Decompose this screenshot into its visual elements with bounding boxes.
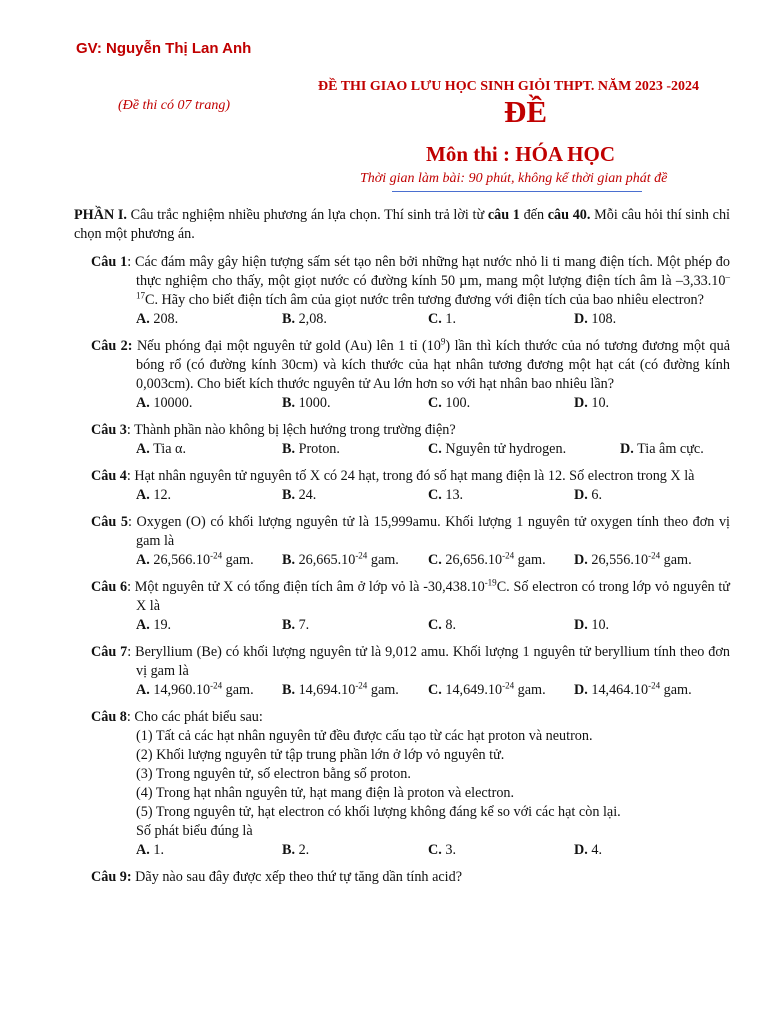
option-text: 26,656.10: [441, 552, 503, 568]
question-text: [74, 513, 730, 551]
part-text: Câu trắc nghiệm nhiều phương án lựa chọn. Thí sinh trả lời từ: [126, 207, 488, 223]
exponent: -24: [502, 680, 515, 691]
answer-option[interactable]: [428, 394, 574, 413]
option-text: 19.: [149, 617, 172, 633]
option-letter: C.: [428, 682, 442, 698]
answer-option[interactable]: [282, 486, 428, 505]
option-letter: D.: [574, 395, 588, 411]
option-letter: C.: [428, 487, 442, 503]
option-text: 7.: [295, 617, 310, 633]
option-letter: B.: [282, 617, 296, 633]
question: [74, 868, 730, 887]
answer-option[interactable]: [282, 841, 428, 860]
answer-option[interactable]: [136, 681, 282, 700]
answer-option[interactable]: [136, 841, 282, 860]
option-text: 2,08.: [295, 311, 327, 327]
option-letter: B.: [282, 441, 296, 457]
option-letter: B.: [282, 842, 296, 858]
exponent: -24: [502, 550, 515, 561]
answer-option[interactable]: [574, 681, 692, 700]
option-text: 14,694.10: [295, 682, 356, 698]
answer-option[interactable]: [136, 486, 282, 505]
option-text: 108.: [587, 311, 617, 327]
question-text-part: : Hạt nhân nguyên tử nguyên tố X có 24 hạt, trong đó số hạt mang điện là 12. Số electron trong X là: [126, 468, 695, 484]
answer-option[interactable]: [282, 440, 428, 459]
question: [74, 253, 730, 329]
answer-option[interactable]: [282, 681, 428, 700]
question-text-part: : Các đám mây gây hiện tượng sấm sét tạo nên bởi những hạt nước nhỏ li ti mang điện tích. Một phép đo thực nghiệm cho thấy, một giọt nước có đường kính 50 µm, mang một lượng điện tích âm là –3,33.10: [127, 254, 730, 289]
question-text-part: Dãy nào sau đây được xếp theo thứ tự tăng dần tính acid?: [131, 869, 462, 885]
option-letter: A.: [136, 617, 150, 633]
option-text: 4.: [587, 842, 602, 858]
option-text: Tia α.: [149, 441, 187, 457]
option-text: Tia âm cực.: [633, 441, 704, 457]
option-text: 1.: [441, 311, 456, 327]
exponent: -19: [484, 577, 497, 588]
statement: (3) Trong nguyên tử, số electron bằng số proton.: [136, 766, 411, 782]
question-number: Câu 7: [91, 644, 128, 660]
option-letter: D.: [574, 842, 588, 858]
question-text-part: : Beryllium (Be) có khối lượng nguyên tử là 9,012 amu. Khối lượng 1 nguyên tử beryllium tính theo đơn vị gam là: [127, 644, 730, 679]
option-text: gam.: [660, 682, 692, 698]
question-text-part: C. Hãy cho biết điện tích âm của giọt nước trên tương đương với điện tích của bao nhiêu electron?: [145, 292, 704, 308]
question-number: Câu 2:: [91, 338, 133, 354]
exponent: -24: [210, 550, 223, 561]
option-text: 1.: [149, 842, 164, 858]
statement: (5) Trong nguyên tử, hạt electron có khối lượng không đáng kể so với các hạt còn lại.: [136, 804, 621, 820]
option-text: Nguyên tử hydrogen.: [441, 441, 567, 457]
answer-option[interactable]: [574, 616, 609, 635]
part-text: đến: [519, 207, 548, 223]
question: [74, 643, 730, 700]
exponent: -24: [355, 550, 368, 561]
exam-duration: Thời gian làm bài: 90 phút, không kể thời gian phát đề: [360, 171, 668, 186]
answer-option[interactable]: [282, 616, 428, 635]
option-letter: D.: [574, 487, 588, 503]
answer-options: [74, 616, 730, 635]
part-instructions: [74, 206, 730, 244]
option-letter: D.: [574, 311, 588, 327]
answer-option[interactable]: [282, 551, 428, 570]
option-text: gam.: [660, 552, 692, 568]
option-letter: C.: [428, 842, 442, 858]
question-text: [74, 708, 730, 727]
option-letter: B.: [282, 682, 296, 698]
question-number: Câu 8: [91, 709, 127, 725]
option-text: gam.: [514, 552, 546, 568]
answer-option[interactable]: [136, 440, 282, 459]
question-text-part: C. Số electron có trong lớp vỏ nguyên tử X là: [136, 579, 730, 614]
answer-option[interactable]: [428, 681, 574, 700]
statement: (1) Tất cả các hạt nhân nguyên tử đều được cấu tạo từ các hạt proton và neutron.: [136, 728, 593, 744]
statement: Số phát biểu đúng là: [136, 823, 253, 839]
exponent: -24: [210, 680, 223, 691]
answer-option[interactable]: [620, 440, 704, 459]
exponent: 9: [440, 336, 446, 347]
answer-options: [74, 440, 730, 459]
answer-option[interactable]: [428, 440, 620, 459]
question: [74, 421, 730, 459]
answer-options: [74, 551, 730, 570]
option-letter: A.: [136, 311, 150, 327]
answer-option[interactable]: [282, 394, 428, 413]
teacher-name: GV: Nguyễn Thị Lan Anh: [76, 40, 252, 57]
answer-options: [74, 310, 730, 329]
option-letter: D.: [620, 441, 634, 457]
option-text: 10.: [587, 395, 610, 411]
answer-option[interactable]: [574, 841, 602, 860]
question-text: [74, 421, 730, 440]
option-text: 13.: [441, 487, 464, 503]
header-rule: [392, 191, 642, 192]
option-text: 10.: [587, 617, 610, 633]
option-text: 14,960.10: [149, 682, 211, 698]
option-text: 26,665.10: [295, 552, 356, 568]
option-text: 14,464.10: [587, 682, 649, 698]
question-text: [74, 643, 730, 681]
question-number: Câu 1: [91, 254, 128, 270]
statement: (4) Trong hạt nhân nguyên tử, hạt mang điện là proton và electron.: [136, 785, 515, 801]
answer-option[interactable]: [574, 551, 692, 570]
part-bold: câu 1: [487, 207, 520, 223]
answer-option[interactable]: [136, 394, 282, 413]
option-letter: A.: [136, 842, 150, 858]
option-letter: C.: [428, 441, 442, 457]
option-text: 6.: [587, 487, 602, 503]
option-text: gam.: [367, 682, 399, 698]
option-text: gam.: [222, 682, 254, 698]
question: [74, 578, 730, 635]
question-number: Câu 9:: [91, 869, 132, 885]
answer-option[interactable]: [136, 310, 282, 329]
question-number: Câu 6: [91, 579, 128, 595]
question: [74, 337, 730, 413]
option-letter: A.: [136, 441, 150, 457]
option-text: 26,556.10: [587, 552, 649, 568]
question: [74, 467, 730, 505]
question-number: Câu 5: [91, 514, 128, 530]
page-count-note: (Đề thi có 07 trang): [118, 98, 230, 113]
option-letter: B.: [282, 311, 296, 327]
answer-option[interactable]: [574, 486, 602, 505]
answer-option[interactable]: [428, 486, 574, 505]
question-text-part: ) lần thì kích thước của nó tương đương một quả bóng rổ (có đường kính 30cm) và kích thước của hạt nhân tương đương một hạt cát (có đường kính 0,003cm). Cho biết kích thước nguyên tử Au lớn hơn so với hạt nhân bao nhiêu lần?: [136, 338, 730, 392]
option-text: 1000.: [295, 395, 331, 411]
option-text: 208.: [149, 311, 179, 327]
exponent: -24: [355, 680, 368, 691]
answer-option[interactable]: [428, 616, 574, 635]
option-letter: D.: [574, 617, 588, 633]
option-text: 100.: [441, 395, 471, 411]
answer-options: [74, 841, 730, 860]
option-text: 26,566.10: [149, 552, 211, 568]
option-text: gam.: [367, 552, 399, 568]
option-text: 10000.: [149, 395, 193, 411]
option-text: 14,649.10: [441, 682, 503, 698]
option-letter: C.: [428, 617, 442, 633]
question-text-part: : Cho các phát biểu sau:: [126, 709, 263, 725]
answer-option[interactable]: [428, 310, 574, 329]
answer-option[interactable]: [574, 310, 616, 329]
answer-option[interactable]: [428, 841, 574, 860]
answer-options: [74, 681, 730, 700]
question-list: [74, 253, 730, 887]
option-text: gam.: [222, 552, 254, 568]
option-letter: C.: [428, 552, 442, 568]
option-text: 8.: [441, 617, 456, 633]
exponent: -24: [648, 550, 661, 561]
option-letter: C.: [428, 311, 442, 327]
question: [74, 513, 730, 570]
option-letter: A.: [136, 682, 150, 698]
option-letter: A.: [136, 395, 150, 411]
exponent: -24: [648, 680, 661, 691]
answer-option[interactable]: [282, 310, 428, 329]
question-text-part: : Oxygen (O) có khối lượng nguyên tử là 15,999amu. Khối lượng 1 nguyên tử oxygen tính theo đơn vị gam là: [127, 514, 730, 549]
option-text: 2.: [295, 842, 310, 858]
option-text: 12.: [149, 487, 172, 503]
exam-title: ĐỀ THI GIAO LƯU HỌC SINH GIỎI THPT. NĂM 2023 -2024: [318, 79, 700, 94]
question-text: [74, 253, 730, 310]
option-letter: D.: [574, 682, 588, 698]
option-letter: B.: [282, 395, 296, 411]
exam-heading: ĐỀ: [504, 94, 548, 129]
subject-title: Môn thi : HÓA HỌC: [426, 142, 616, 166]
part-bold: câu 40.: [547, 207, 591, 223]
answer-option[interactable]: [574, 394, 609, 413]
option-text: 3.: [441, 842, 456, 858]
option-text: gam.: [514, 682, 546, 698]
question-text-part: Nếu phóng đại một nguyên tử gold (Au) lên 1 tỉ (10: [132, 338, 441, 354]
part-text: Mỗi câu hỏi thí sinh chỉ chọn một phương án.: [74, 207, 730, 242]
question-text: [74, 337, 730, 394]
question: [74, 708, 730, 860]
answer-options: [74, 486, 730, 505]
part-label: PHẦN I.: [74, 207, 127, 223]
option-letter: A.: [136, 552, 150, 568]
exponent: –17: [136, 271, 730, 301]
answer-option[interactable]: [136, 551, 282, 570]
option-text: 24.: [295, 487, 317, 503]
option-letter: A.: [136, 487, 150, 503]
answer-option[interactable]: [428, 551, 574, 570]
option-text: Proton.: [295, 441, 340, 457]
question-text: [74, 578, 730, 616]
option-letter: C.: [428, 395, 442, 411]
answer-option[interactable]: [136, 616, 282, 635]
question-text: [74, 467, 730, 486]
option-letter: B.: [282, 487, 296, 503]
question-text-part: : Thành phần nào không bị lệch hướng trong trường điện?: [126, 422, 456, 438]
question-text-part: : Một nguyên tử X có tổng điện tích âm ở lớp vỏ là -30,438.10: [127, 579, 485, 595]
statement: (2) Khối lượng nguyên tử tập trung phần lớn ở lớp vỏ nguyên tử.: [136, 747, 505, 763]
question-text: [74, 868, 730, 887]
question-number: Câu 4: [91, 468, 127, 484]
exam-content: [74, 206, 730, 895]
option-letter: D.: [574, 552, 588, 568]
question-number: Câu 3: [91, 422, 127, 438]
answer-options: [74, 394, 730, 413]
option-letter: B.: [282, 552, 296, 568]
